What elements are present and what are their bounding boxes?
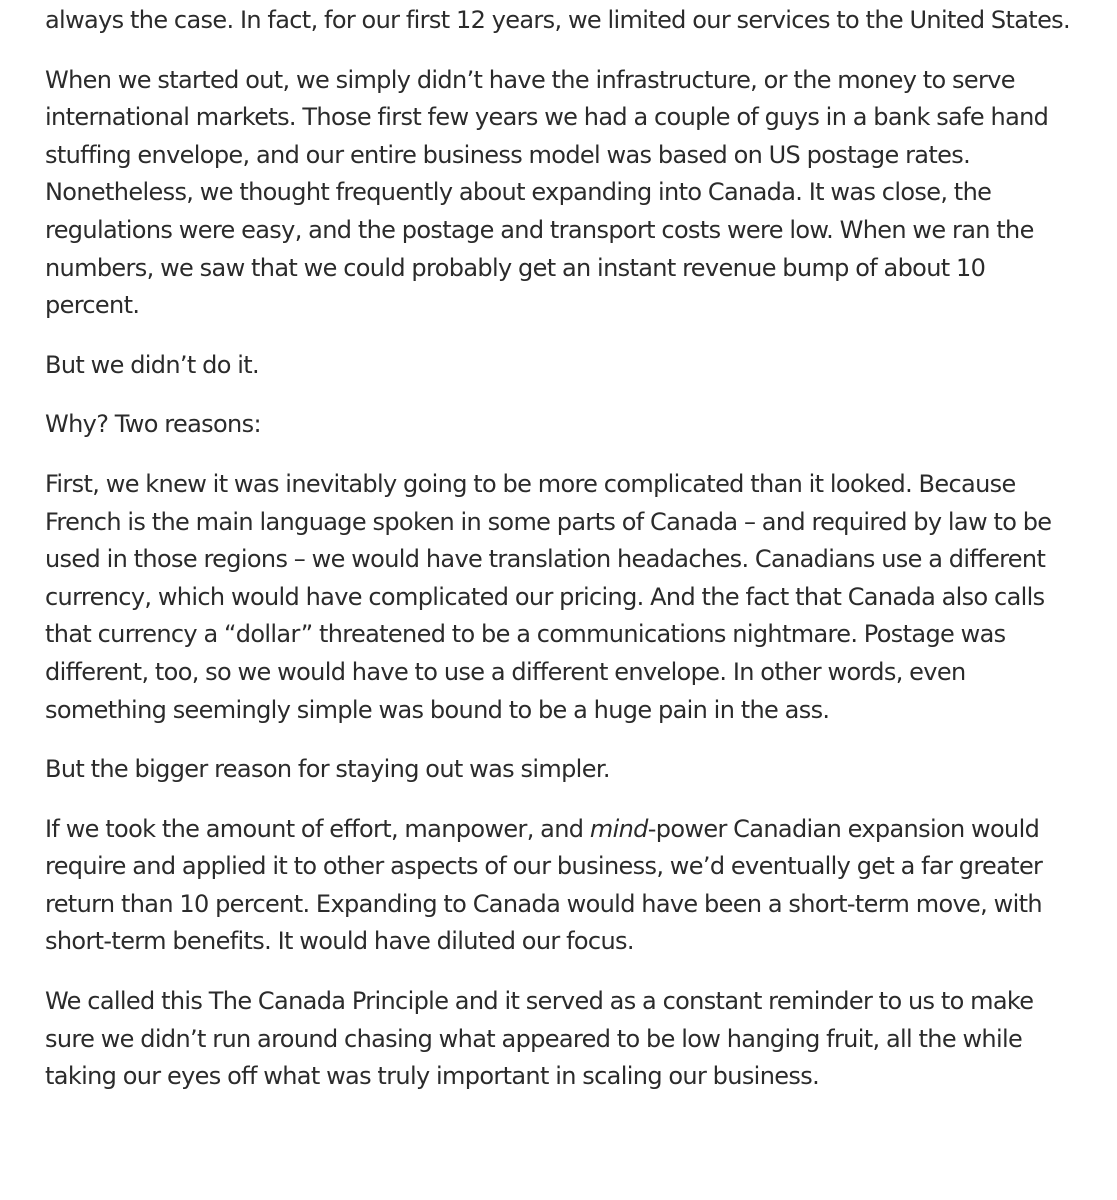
paragraph-bigger-reason: But the bigger reason for staying out was simpler. — [45, 755, 610, 784]
paragraph-first-reason: First, we knew it was inevitably going to be more complicated than it looked. Because French is the main language spoken in some parts of Canada – and required by law to be used in those regions – we would have translation headaches. Canadians use a different currency, which would have complicated our pricing. And the fact that Canada also calls that currency a “dollar” threatened to be a communications nightmare. Postage was different, too, so we would have to use a different envelope. In other words, even something seemingly simple was bound to be a huge pain in the ass. — [45, 469, 1052, 724]
paragraph-effort — [45, 811, 1080, 961]
paragraph-two-reasons: Why? Two reasons: — [45, 410, 261, 439]
paragraph-didnt-do-it: But we didn’t do it. — [45, 350, 260, 379]
paragraph-effort-end: -power Canadian expansion would require and applied it to other aspects of our business, we’d eventually get a far greater return than 10 percent. Expanding to Canada would have been a short-term move, with short-term benefits. It would have diluted our focus. — [45, 814, 1043, 956]
paragraph-canada-principle: We called this The Canada Principle and it served as a constant reminder to us to make sure we didn’t run around chasing what appeared to be low hanging fruit, all the while taking our eyes off what was truly important in scaling our business. — [45, 987, 1034, 1091]
paragraph-us-only: always the case. In fact, for our first 12 years, we limited our services to the United States. — [45, 6, 1071, 34]
article-body — [45, 2, 1080, 1118]
paragraph-effort-start: If we took the amount of effort, manpower, and — [45, 814, 590, 843]
paragraph-infrastructure: When we started out, we simply didn’t have the infrastructure, or the money to serve international markets. Those first few years we had a couple of guys in a bank safe hand stuffing envelope, and our entire business model was based on US postage rates. Nonetheless, we thought frequently about expanding into Canada. It was close, the regulations were easy, and the postage and transport costs were low. When we ran the numbers, we saw that we could probably get an instant revenue bump of about 10 percent. — [45, 65, 1049, 320]
emphasis-mind: mind — [589, 814, 648, 843]
